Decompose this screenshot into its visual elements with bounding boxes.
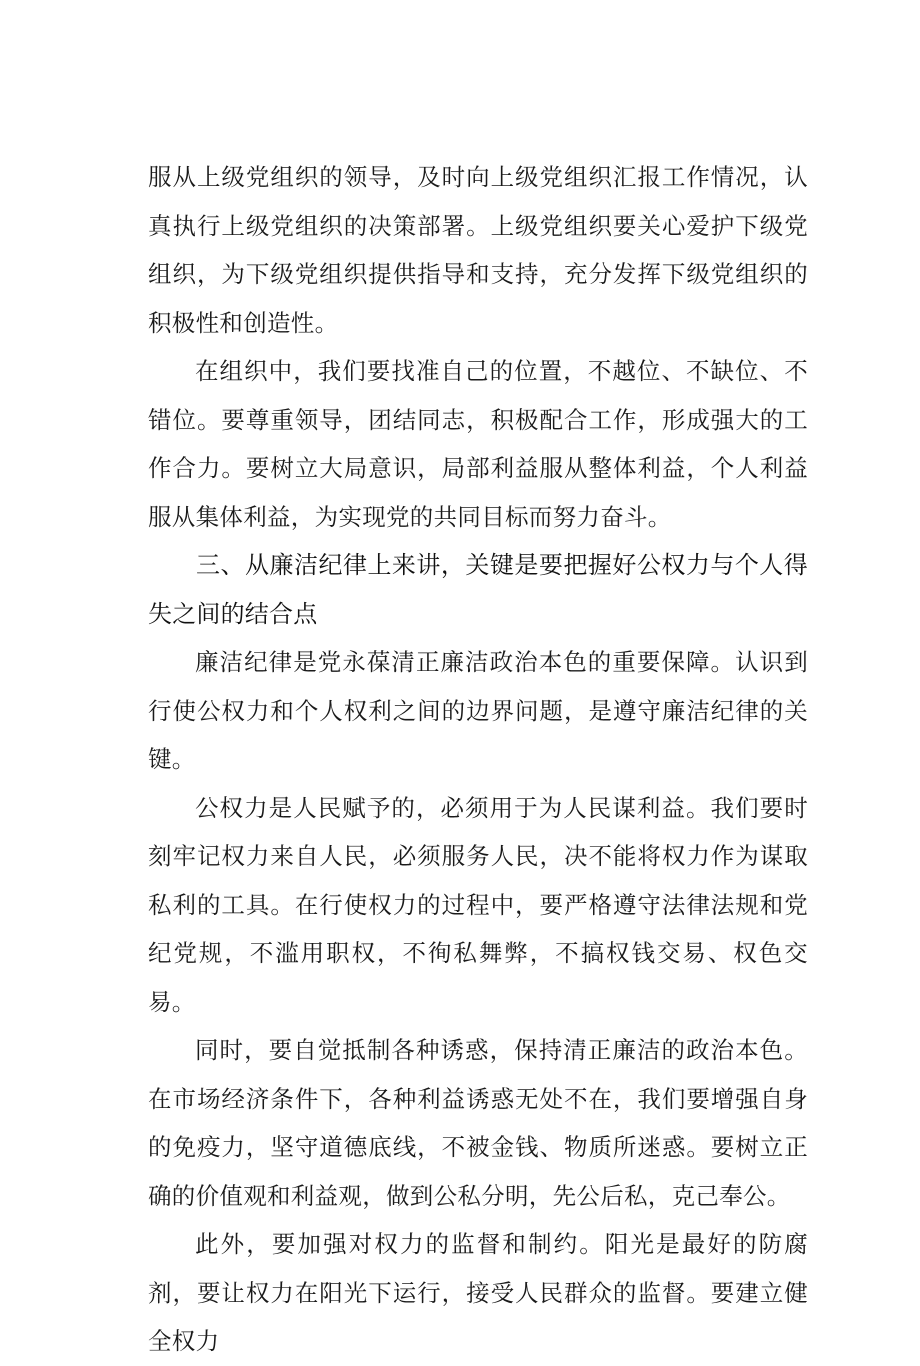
paragraph-continued: 服从上级党组织的领导，及时向上级党组织汇报工作情况，认真执行上级党组织的决策部署。上级党组织要关心爱护下级党组织，为下级党组织提供指导和支持，充分发挥下级党组织的积极性和创造性。 (148, 163, 808, 337)
paragraph-public-power: 公权力是人民赋予的，必须用于为人民谋利益。我们要时刻牢记权力来自人民，必须服务人民，决不能将权力作为谋取私利的工具。在行使权力的过程中，要严格遵守法律法规和党纪党规，不滥用职权，不徇私舞弊，不搞权钱交易、权色交易。 (148, 793, 808, 1016)
section-heading-integrity-discipline: 三、从廉洁纪律上来讲，关键是要把握好公权力与个人得失之间的结合点 (148, 551, 808, 628)
paragraph-resist-temptation: 同时，要自觉抵制各种诱惑，保持清正廉洁的政治本色。在市场经济条件下，各种利益诱惑无处不在，我们要增强自身的免疫力，坚守道德底线，不被金钱、物质所迷惑。要树立正确的价值观和利益观，做到公私分明，先公后私，克己奉公。 (148, 1036, 808, 1210)
paragraph-organization-position: 在组织中，我们要找准自己的位置，不越位、不缺位、不错位。要尊重领导，团结同志，积极配合工作，形成强大的工作合力。要树立大局意识，局部利益服从整体利益，个人利益服从集体利益，为实现党的共同目标而努力奋斗。 (148, 357, 808, 531)
document-body (148, 153, 808, 1366)
paragraph-integrity-intro: 廉洁纪律是党永葆清正廉洁政治本色的重要保障。认识到行使公权力和个人权利之间的边界问题，是遵守廉洁纪律的关键。 (148, 648, 808, 773)
paragraph-supervision: 此外，要加强对权力的监督和制约。阳光是最好的防腐剂，要让权力在阳光下运行，接受人民群众的监督。要建立健全权力 (148, 1230, 808, 1355)
